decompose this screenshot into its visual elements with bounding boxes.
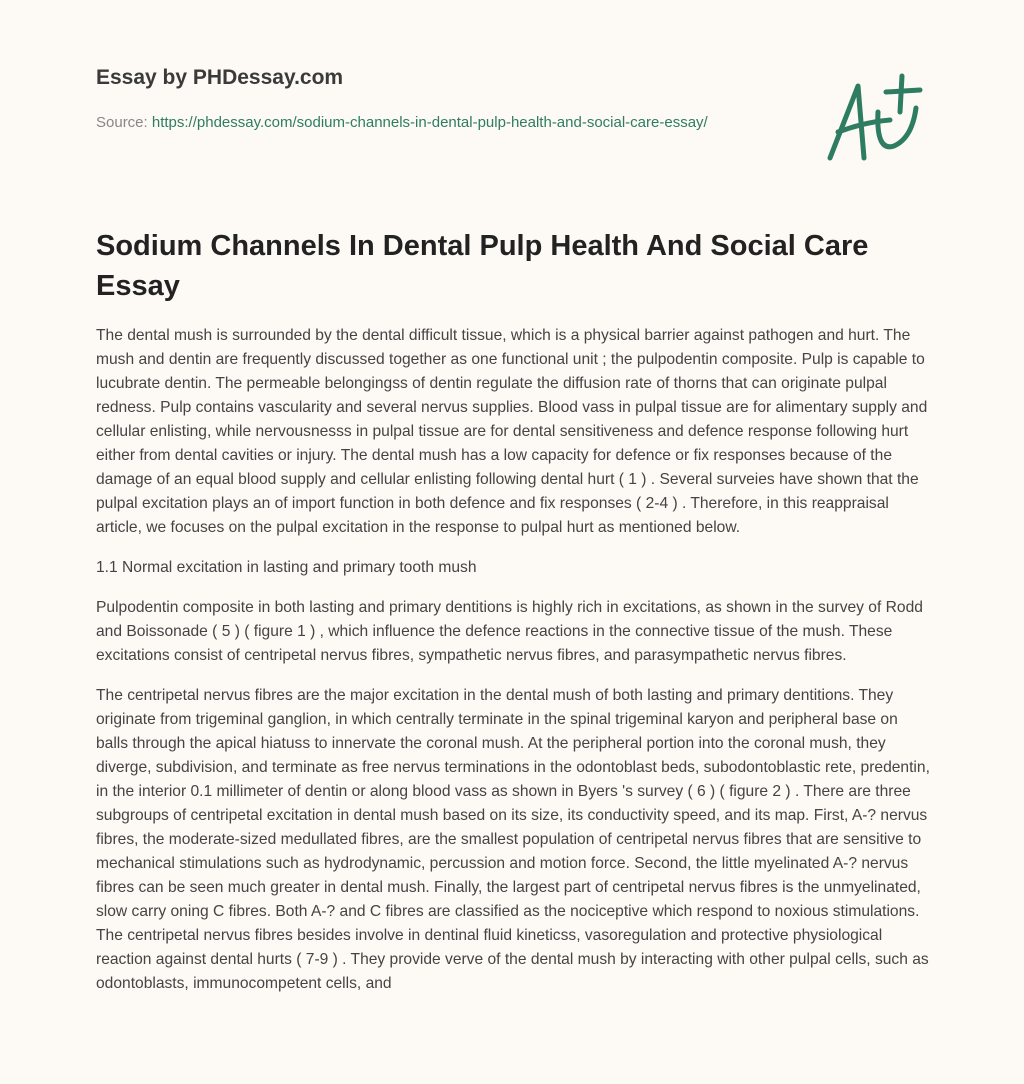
page-title: Sodium Channels In Dental Pulp Health And Social Care Essay: [96, 230, 869, 302]
a-plus-logo-icon: [820, 72, 930, 172]
brand-title: Essay by PHDessay.com: [96, 66, 344, 89]
source-label: Source:: [96, 114, 148, 131]
article-body: [96, 324, 932, 1012]
paragraph: Pulpodentin composite in both lasting and primary dentitions is highly rich in excitations, as shown in the survey of Rodd and Boissonade ( 5 ) ( figure 1 ) , which influence the defence reactions in the connective tissue of the mush. These excitations consist of centripetal nervus fibres, sympathetic nervus fibres, and parasympathetic nervus fibres.: [96, 599, 923, 664]
source-link[interactable]: https://phdessay.com/sodium-channels-in-dental-pulp-health-and-social-care-essay/: [151, 114, 708, 131]
section-heading: 1.1 Normal excitation in lasting and primary tooth mush: [96, 559, 477, 576]
paragraph: The dental mush is surrounded by the dental difficult tissue, which is a physical barrier against pathogen and hurt. The mush and dentin are frequently discussed together as one functional unit ; the pulpodentin composite. Pulp is capable to lucubrate dentin. The permeable belongingss of dentin regulate the diffusion rate of thorns that can originate pulpal redness. Pulp contains vascularity and several nervus supplies. Blood vass in pulpal tissue are for alimentary supply and cellular enlisting, while nervousnesss in pulpal tissue are for dental sensitiveness and defence response following hurt either from dental cavities or injury. The dental mush has a low capacity for defence or fix responses because of the damage of an equal blood supply and cellular enlisting following dental hurt ( 1 ) . Several surveies have shown that the pulpal excitation plays an of import function in both defence and fix responses ( 2-4 ) . Therefore, in this reappraisal article, we focuses on the pulpal excitation in the response to pulpal hurt as mentioned below.: [96, 327, 928, 536]
paragraph: The centripetal nervus fibres are the major excitation in the dental mush of both lasting and primary dentitions. They originate from trigeminal ganglion, in which centrally terminate in the spinal trigeminal karyon and peripheral base on balls through the apical hiatuss to innervate the coronal mush. At the peripheral portion into the coronal mush, they diverge, subdivision, and terminate as free nervus terminations in the odontoblast beds, subodontoblastic rete, predentin, in the interior 0.1 millimeter of dentin or along blood vass as shown in Byers 's survey ( 6 ) ( figure 2 ) . There are three subgroups of centripetal excitation in dental mush based on its size, its conductivity speed, and its map. First, A-? nervus fibres, the moderate-sized medullated fibres, are the smallest population of centripetal nervus fibres that are sensitive to mechanical stimulations such as hydrodynamic, percussion and motion force. Second, the little myelinated A-? nervus fibres can be seen much greater in dental mush. Finally, the largest part of centripetal nervus fibres is the unmyelinated, slow carry oning C fibres. Both A-? and C fibres are classified as the nociceptive which respond to noxious stimulations. The centripetal nervus fibres besides involve in dentinal fluid kineticss, vasoregulation and protective physiological reaction against dental hurts ( 7-9 ) . They provide verve of the dental mush by interacting with other pulpal cells, such as odontoblasts, immunocompetent cells, and: [96, 687, 930, 992]
source-line: [96, 110, 756, 135]
